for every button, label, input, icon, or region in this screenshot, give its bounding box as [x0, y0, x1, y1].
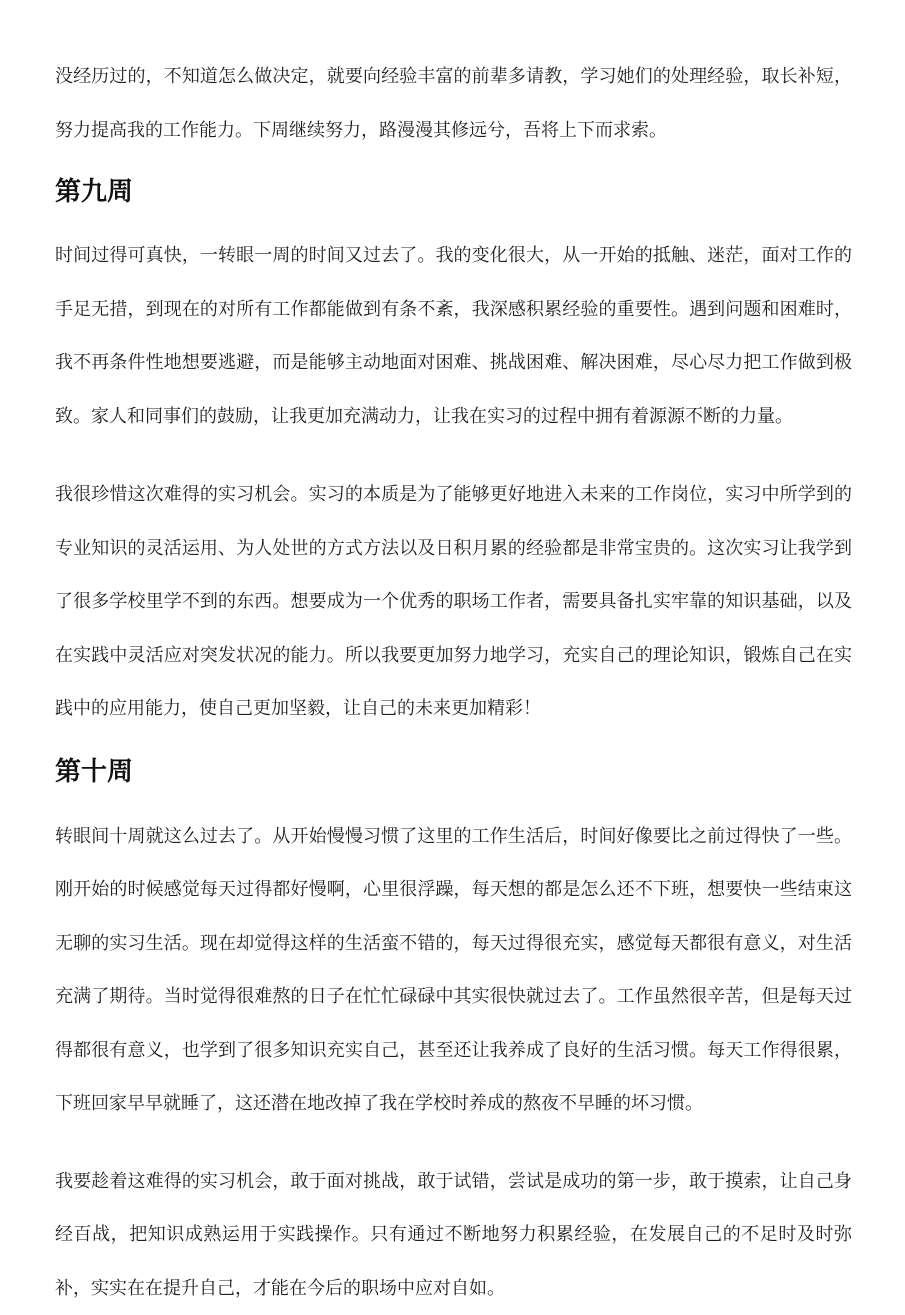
paragraph-week-9-reflection: 时间过得可真快，一转眼一周的时间又过去了。我的变化很大，从一开始的抵触、迷茫，面对工作的手足无措，到现在的对所有工作都能做到有条不紊，我深感积累经验的重要性。遇到问题和困难时，我不再条件性地想要逃避，而是能够主动地面对困难、挑战困难、解决困难，尽心尽力把工作做到极致。家人和同事们的鼓励，让我更加充满动力，让我在实习的过程中拥有着源源不断的力量。: [55, 229, 852, 443]
paragraph-week-10-goals: 我要趁着这难得的实习机会，敢于面对挑战，敢于试错，尝试是成功的第一步，敢于摸索，让自己身经百战，把知识成熟运用于实践操作。只有通过不断地努力积累经验，在发展自己的不足时及时弥补，实实在在提升自己，才能在今后的职场中应对自如。: [55, 1155, 852, 1315]
paragraph-week-10-reflection: 转眼间十周就这么过去了。从开始慢慢习惯了这里的工作生活后，时间好像要比之前过得快了一些。刚开始的时候感觉每天过得都好慢啊，心里很浮躁，每天想的都是怎么还不下班，想要快一些结束这无聊的实习生活。现在却觉得这样的生活蛮不错的，每天过得很充实，感觉每天都很有意义，对生活充满了期待。当时觉得很难熬的日子在忙忙碌碌中其实很快就过去了。工作虽然很辛苦，但是每天过得都很有意义，也学到了很多知识充实自己，甚至还让我养成了良好的生活习惯。每天工作得很累，下班回家早早就睡了，这还潜在地改掉了我在学校时养成的熬夜不早睡的坏习惯。: [55, 810, 852, 1131]
paragraph-continuation: 没经历过的，不知道怎么做决定，就要向经验丰富的前辈多请教，学习她们的处理经验，取长补短，努力提高我的工作能力。下周继续努力，路漫漫其修远兮，吾将上下而求索。: [55, 50, 852, 157]
heading-week-10: 第十周: [55, 754, 852, 790]
paragraph-week-9-opportunity: 我很珍惜这次难得的实习机会。实习的本质是为了能够更好地进入未来的工作岗位，实习中所学到的专业知识的灵活运用、为人处世的方式方法以及日积月累的经验都是非常宝贵的。这次实习让我学到了很多学校里学不到的东西。想要成为一个优秀的职场工作者，需要具备扎实牢靠的知识基础，以及在实践中灵活应对突发状况的能力。所以我要更加努力地学习，充实自己的理论知识，锻炼自己在实践中的应用能力，使自己更加坚毅，让自己的未来更加精彩！: [55, 468, 852, 736]
document-body: [55, 50, 852, 1315]
heading-week-9: 第九周: [55, 174, 852, 210]
